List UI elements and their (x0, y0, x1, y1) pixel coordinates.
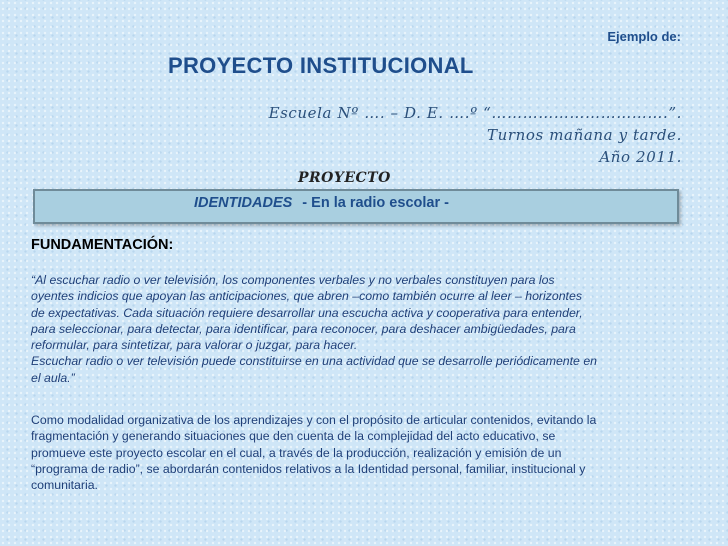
body-text: Como modalidad organizativa de los aprendizajes y con el propósito de articular contenidos, evitando la fragmentación y generando situaciones que den cuenta de la complejidad del acto educativo, se promueve este proyecto escolar en el cual, a través de la producción, realización y emisión de un “programa de radio”, se abordarán contenidos relativos a la Identidad personal, familiar, institucional y comunitaria. (31, 413, 597, 493)
project-banner (33, 189, 679, 224)
project-label: PROYECTO (298, 170, 391, 186)
year-line: Año 2011. (599, 148, 682, 166)
school-line: Escuela Nº …. – D. E. ….º “…………………………….”. (268, 104, 682, 122)
quote-text: “Al escuchar radio o ver televisión, los componentes verbales y no verbales constituyen para los oyentes indicios que apoyan las anticipaciones, que abren –como también ocurre al leer – horizontes de expectativas. Cada situación requiere desarrollar una escucha activa y cooperativa para entender, para seleccionar, para detectar, para identificar, para reconocer, para deshacer ambigüedades, para reformular, para sintetizar, para valorar o juzgar, para hacer. Escuchar radio o ver televisión puede constituirse en una actividad que se desarrolle periódicamente en el aula.” (31, 273, 597, 385)
section-heading: FUNDAMENTACIÓN: (31, 237, 174, 253)
body-paragraph (31, 412, 691, 493)
banner-text (194, 195, 449, 211)
quote-paragraph (31, 272, 691, 386)
banner-radio: - En la radio escolar - (302, 195, 449, 211)
banner-identity: IDENTIDADES (194, 195, 293, 211)
page-title: PROYECTO INSTITUCIONAL (168, 53, 474, 78)
example-label: Ejemplo de: (607, 29, 681, 44)
turns-line: Turnos mañana y tarde. (487, 126, 682, 144)
